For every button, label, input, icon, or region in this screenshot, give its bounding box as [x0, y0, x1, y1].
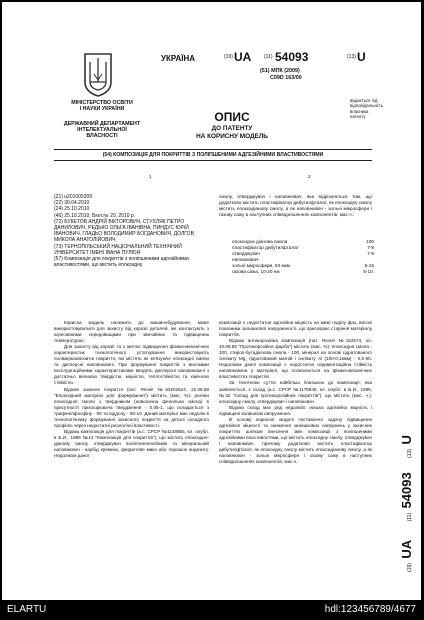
code-19: (19): [224, 54, 233, 60]
description-column-1: [54, 320, 209, 459]
component-row: зольні мікросфери, 63 мкм 5-15: [232, 263, 374, 269]
component-row: наповнювач:: [232, 257, 260, 263]
patent-number: 54093: [275, 50, 309, 64]
trident-emblem-icon: [83, 52, 113, 98]
kind-code: U: [357, 50, 366, 64]
ministry-label: МІНІСТЕРСТВО ОСВІТИ І НАУКИ УКРАЇНИ: [71, 100, 133, 113]
country-code: UA: [234, 50, 252, 64]
component-row: отверджувач 7-9: [232, 251, 374, 257]
biblio-72: (72) БУКЕТОВ АНДРІЙ ВІКТОРОВИЧ, СТУХЛЯК ПЕТРО ДАНИЛОВИЧ, РЕДЬКО ОЛЬГА ІВАНІВНА, ПИНДУС ЮРІЙ ІВАНОВИЧ, ГЛАДЬО ВОЛОДИМИР БОГДАНОВИЧ, ДОЛГОВ МИКОЛА АНАТОЛІЙОВИЧ: [54, 218, 194, 244]
biblio-24: (24) 25.10.2010: [54, 206, 90, 213]
components-table: [232, 239, 374, 276]
biblio-57: (57) Композиція для покриттів з поліпшеними адгезійними властивостями, що містить епоксидну: [54, 256, 189, 269]
doc-subtitle-2: НА КОРИСНУ МОДЕЛЬ: [196, 133, 268, 140]
biblio-46: (46) 25.10.2010, Бюл.№ 20, 2010 р.: [54, 212, 136, 219]
invention-title: (54) КОМПОЗИЦІЯ ДЛЯ ПОКРИТТІВ З ПОЛІПШЕНИМИ АДГЕЗІЙНИМИ ВЛАСТИВОСТЯМИ: [102, 152, 324, 158]
column-number-1: 1: [149, 174, 152, 179]
biblio-73: (73) ТЕРНОПІЛЬСЬКИЙ НАЦІОНАЛЬНИЙ ТЕХНІЧНИЙ УНІВЕРСИТЕТ ІМЕНІ ІВАНА ПУЛЮЯ: [54, 243, 182, 256]
code-13: (13): [347, 54, 356, 60]
biblio-22: (22) 30.04.2010: [54, 200, 90, 207]
paragraph: Для захисту від корозії та з метою підвищення фізико-механічних характеристик технологічного устаткування використовують полімеркомпозитні покриття, які містять як зв'язуюче епоксидні смоли та дисперсні наповнювачі. При формуванні покриттів з високими експлуатаційними характеристиками вводять дисперсні наповнювачі з достатньо великою твердістю, міцністю, теплостійкістю та хімічною стійкістю.: [54, 344, 209, 386]
footer-handle: hdl:123456789/4677: [324, 604, 416, 615]
paragraph: Відома композиція для покриттів (а.с. СРСР №1148855, кл. опубл. в Б.И., 1985 №13 "Композиція для покриттів"), що містить епоксидно-діанову смолу, отверджувач поліетиленполіамін та мінеральний наповнювач - карбід кремнію, ферритове мико або порошок андезиту. Недоліком даної: [54, 428, 209, 459]
footer-bar: [0, 600, 424, 620]
code-11: (11): [264, 54, 273, 60]
paragraph: За технічною суттю найбільш близькою до композиції, яка заявляється, є склад (а.с. СРСР №1175945, кл. опубл. в Б.И., 1985, №32 "Склад для протикорозійних покриттів"), що містить (мас. ч.): епоксидну смолу, отверджувач і наповнювач.: [219, 380, 372, 404]
doc-title: ОПИС: [214, 110, 250, 124]
vertical-patent-code: (19) UA (11) 54093 (13) U: [399, 435, 414, 572]
divider-bottom: [54, 160, 372, 161]
component-row: епоксидна діанова смола 100: [232, 239, 374, 244]
component-row: пластифікатор дибутилфталат 7-9: [232, 245, 374, 251]
department-label: ДЕРЖАВНИЙ ДЕПАРТАМЕНТ ІНТЕЛЕКТУАЛЬНОЇ ВЛАСНОСТІ: [63, 121, 141, 140]
doc-subtitle-1: ДО ПАТЕНТУ: [211, 125, 253, 132]
paragraph: Відома антикорозійна композиція (пат. Японії №152574, кл. 10.08.85 "Протикорозійна фарба") містить (мас. %): епоксидна смола - 100, стирол-бутадієнова смола - 100, мінерал на основі гідратованого силікату Mg, гідратований магній і силікату Al (100-0,1мкм) - 0,5-50. Недоліком даної композиції є недостатня седиментаційна стійкість наповнювача у матеріалі, що позначається на фізико-механічних властивостях покриттів.: [219, 338, 372, 380]
footer-left-label: ELARTU: [7, 604, 47, 615]
country-label: УКРАЇНА: [161, 54, 196, 63]
bibliographic-data: [54, 194, 204, 268]
divider-top: [54, 149, 372, 150]
description-column-2: [219, 320, 372, 465]
claim-continuation: смолу, отверджувач і наповнювач, яка відрізняється тим, що додатково містить пластифікатор дибутилфталат, як епоксидну смолу містить епоксидіанову смолу, а як наповнювач - зольні мікросфери і газову сажу в наступних співвідношеннях компонентів, мас.ч.:: [219, 194, 372, 218]
paragraph: Відомо склад має ряд недоліків: низька адгезійна міцність і підвищені залишкові напруження.: [219, 404, 372, 416]
paragraph: Відоме захисне покриття (пат. Японії №63202624, 22.08.88 "Епоксидний матеріал для формування") містить (мас. %): розчин епоксидної смоли з твердником (новолачна фенольна смола) в присутності прискорювача твердження - 0,05-1, що складається з трифенілфосфіну - 90 та віддолу - 90-10. Даний матеріал має недолік в технологічному формуванні захисного покриття на деталі складного профілю через недостатні реологічні властивості.: [54, 386, 209, 428]
biblio-21: (21) u201005309: [54, 194, 93, 200]
ipc-class: C09D 163/00: [270, 75, 302, 81]
column-number-2: 2: [308, 174, 311, 179]
paragraph: В основу корисної моделі поставлено задачу підвищення адгезійної міцності та зниження залишкових напружень у захисних покриттях шляхом внесення змін композиції з поліпшеними адгезійними властивостями, що містить епоксидну смолу, отверджувач і наповнювач, причому додатково містить пластифікатор дибутилфталат, як епоксидну смолу містить епоксидіанову смолу, а як наповнювач - зольні мікросфери і газову сажу в наступних співвідношеннях компонентів, мас.ч.:: [219, 416, 372, 465]
paragraph: композиції є недостатня адгезійна міцність на межі поділу фаз, високі показники залишкової напруженості, що прискорює старіння матеріалу покриттів.: [219, 320, 372, 338]
responsibility-note: видається під відповідальність власника патенту: [350, 98, 384, 119]
ipc-label: (51) МПК (2009): [260, 68, 300, 74]
paragraph: Корисна модель належить до машинобудування, може використовуватися для захисту від корозії деталей, які контактують з агресивними середовищами при звичайних та підвищених температурах.: [54, 320, 209, 344]
component-row: газова сажа, 10-20 нм 5-10.: [232, 269, 374, 275]
patent-page: [2, 2, 421, 600]
